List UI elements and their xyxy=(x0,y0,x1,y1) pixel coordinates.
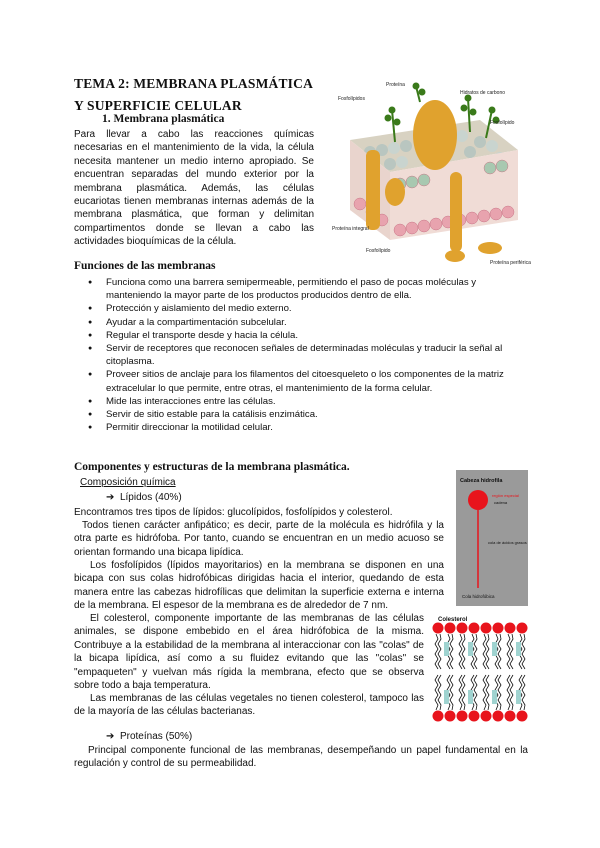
list-item: ● Regular el transporte desde y hacia la célula. xyxy=(88,329,528,342)
lipid-head xyxy=(445,623,456,634)
list-item: ● Proveer sitios de anclaje para los filamentos del citoesqueleto o los componentes de la matriz extracelular lo que permite, entre otras, el mantenimiento de la forma celular. xyxy=(88,368,528,394)
list-item: ● Permitir direccionar la motilidad celular. xyxy=(88,421,528,434)
funciones-list xyxy=(88,276,528,434)
lipid-tail xyxy=(459,675,462,710)
lipid-head xyxy=(469,711,480,722)
lipid-tail xyxy=(435,675,438,710)
protein-shape xyxy=(413,100,457,170)
lipid-head xyxy=(457,711,468,722)
lipid-tail xyxy=(462,634,465,669)
lipid-tail xyxy=(510,634,513,669)
composicion-subheading: Composición química xyxy=(80,477,176,488)
arrow-icon: ➔ xyxy=(106,731,115,742)
lipid-tail xyxy=(474,634,477,669)
lipid-head xyxy=(433,711,444,722)
lipidos-p1: Encontramos tres tipos de lípidos: glucolípidos, fosfolípidos y colesterol. xyxy=(74,507,393,518)
cholesterol-molecule xyxy=(468,642,473,656)
colesterol-p5: Las membranas de las células vegetales no tienen colesterol, tampoco las de la mayoría de las células bacterianas. xyxy=(74,693,424,718)
lipid-head xyxy=(481,623,492,634)
lipid-head xyxy=(505,711,516,722)
lipid-tail xyxy=(522,675,525,710)
lipid-tail xyxy=(483,675,486,710)
lipid-head xyxy=(493,711,504,722)
head-circle xyxy=(468,490,488,510)
cholesterol-molecule xyxy=(492,642,497,656)
label-cabeza: Cabeza hidrofila xyxy=(460,478,503,484)
lipidos-line xyxy=(106,492,182,503)
lipid-tail xyxy=(486,675,489,710)
lipidos-p2: Todos tienen carácter anfipático; es decir, parte de la molécula es hidrófila y la otra parte es hidrófoba. Por tanto, cuando se encuentran en un medio acuoso se orientan formando una bicapa lipídica. xyxy=(74,520,444,558)
lipid-tail xyxy=(507,634,510,669)
lipid-tail xyxy=(498,634,501,669)
label-cola-hidrofoba: Cola hidrofóbica xyxy=(462,594,495,599)
label-colas: cola de ácidos grasos xyxy=(488,540,527,545)
lipid-tail xyxy=(522,634,525,669)
lipid-head xyxy=(445,711,456,722)
intro-paragraph: Para llevar a cabo las reacciones químicas necesarias en el mantenimiento de la vida, la célula necesita mantener un medio interno apropiado. Se encuentran separadas del mundo exterior por la membrana plasmática. Además, las células eucariotas tienen membranas internas además de la membrana plasmática, que forman y delimitan compartimentos donde se llevan a cabo las actividades bioquímicas de la célula. xyxy=(74,129,314,248)
colesterol-p4: El colesterol, componente importante de las membranas de las células animales, se dispone embebido en el área hidrófobica de la misma. Contribuye a la estabilidad de la membrana al interaccionar con las "colas" de la bicapa lipídica, así como a su fluidez evitando que las "colas" se "empaqueten" y vuelvan más rígida la membrana, efecto que se observa sobre todo a baja temperatura. xyxy=(74,613,424,692)
list-item: ● Mide las interacciones entre las células. xyxy=(88,395,528,408)
lipid-head xyxy=(457,623,468,634)
list-item: ● Protección y aislamiento del medio externo. xyxy=(88,302,528,315)
label-proteina-periferica: Proteína periférica xyxy=(490,260,531,266)
phospholipid-diagram xyxy=(456,470,528,606)
componentes-heading: Componentes y estructuras de la membrana plasmática. xyxy=(74,461,350,473)
label-colesterol: Colesterol xyxy=(438,617,468,623)
arrow-icon: ➔ xyxy=(106,492,115,503)
label-fosfolipidos: Fosfolípidos xyxy=(338,96,365,102)
list-item: ● Ayudar a la compartimentación subcelular. xyxy=(88,316,528,329)
list-item: ● Servir de sitio estable para la catálisis enzimática. xyxy=(88,408,528,421)
list-item: ● Servir de receptores que reconocen señales de determinadas moléculas y traducir la señal al citoplasma. xyxy=(88,342,528,368)
lipid-head xyxy=(517,623,528,634)
lipid-tail xyxy=(450,675,453,710)
funciones-heading: Funciones de las membranas xyxy=(74,260,216,272)
lipid-tail xyxy=(510,675,513,710)
proteinas-p6: Principal componente funcional de las membranas, desempeñando un papel fundamental en la regulación y control de su permeabilidad. xyxy=(74,745,528,770)
cholesterol-molecule xyxy=(444,642,449,656)
label-proteina-integral: Proteína integral xyxy=(332,226,369,232)
section-heading-membrana: 1. Membrana plasmática xyxy=(102,113,225,125)
lipid-head xyxy=(505,623,516,634)
cholesterol-bilayer-diagram xyxy=(430,612,530,732)
label-fosfolipido-bottom: Fosfolípido xyxy=(366,248,391,254)
proteinas-label: Proteínas (50%) xyxy=(119,731,193,742)
label-proteina-top: Proteína xyxy=(386,82,405,88)
lipid-tail xyxy=(483,634,486,669)
lipid-head xyxy=(469,623,480,634)
proteinas-line xyxy=(106,731,192,742)
lipid-tail xyxy=(438,675,441,710)
label-hidratos: Hidratos de carbono xyxy=(460,90,506,96)
cholesterol-molecule xyxy=(516,690,521,704)
lipid-head xyxy=(493,623,504,634)
page-title: TEMA 2: MEMBRANA PLASMÁTICA Y SUPERFICIE CELULAR xyxy=(74,76,313,113)
membrane-illustration xyxy=(330,80,531,270)
cholesterol-molecule xyxy=(444,690,449,704)
lipid-tail xyxy=(498,675,501,710)
lipid-tail xyxy=(507,675,510,710)
cholesterol-molecule xyxy=(468,690,473,704)
lipid-head xyxy=(517,711,528,722)
lipid-tail xyxy=(459,634,462,669)
lipid-tail xyxy=(438,634,441,669)
list-item: ● Funciona como una barrera semipermeable, permitiendo el paso de pocas moléculas y manteniendo la mayor parte de los productos producidos dentro de ella. xyxy=(88,276,528,302)
lipidos-p3: Los fosfolípidos (lípidos mayoritarios) en la membrana se disponen en una bicapa con sus colas hidrofóbicas dirigidas hacia el interior, quedando de esta manera entre las cabezas hidrofílicas que delimitan la superficie externa e interna de la membrana. El espesor de la membrana es de alrededor de 7 nm. xyxy=(74,560,444,612)
lipid-head xyxy=(433,623,444,634)
lipid-tail xyxy=(435,634,438,669)
label-fosfolipido-right: Fosfolípido xyxy=(490,120,515,126)
lipid-tail xyxy=(450,634,453,669)
lipid-tail xyxy=(462,675,465,710)
label-region: región especial xyxy=(492,493,519,498)
lipidos-label: Lípidos (40%) xyxy=(119,492,182,503)
lipid-tail xyxy=(474,675,477,710)
lipid-tail xyxy=(486,634,489,669)
label-cadena: cadena xyxy=(494,500,508,505)
cholesterol-molecule xyxy=(492,690,497,704)
lipid-head xyxy=(481,711,492,722)
cholesterol-molecule xyxy=(516,642,521,656)
